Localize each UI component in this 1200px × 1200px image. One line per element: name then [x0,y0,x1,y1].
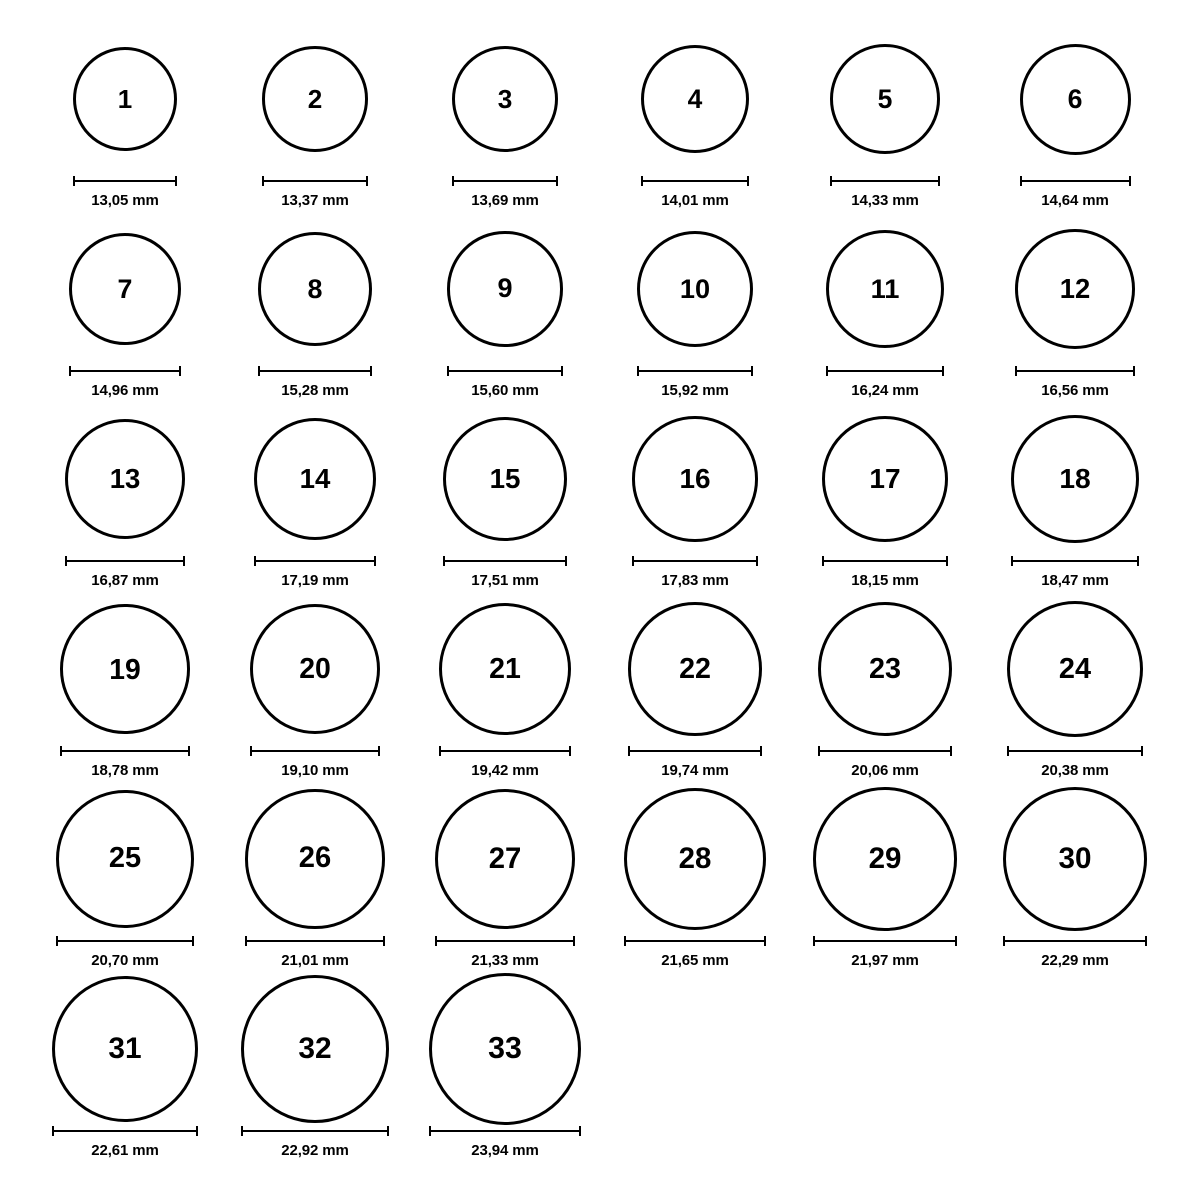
ring-circle-wrap [1003,784,1148,934]
diameter-measure-bar [250,746,381,756]
measure-cap-right [374,556,376,566]
diameter-measure-bar [624,936,766,946]
ring-circle [826,230,944,348]
diameter-measure-bar [447,366,562,376]
ring-circle [258,232,372,346]
measure-line [447,370,562,372]
ring-size-cell [220,214,410,404]
ring-circle [1007,601,1143,737]
ring-circle [429,973,581,1125]
ring-size-label: 17 [869,462,901,494]
measure-cap-right [179,366,181,376]
ring-circle-wrap [826,214,944,364]
measure-line [641,180,749,182]
diameter-value: 20,38 mm [1041,762,1109,779]
measure-line [628,750,761,752]
diameter-measure-bar [826,366,944,376]
diameter-measure-bar [818,746,953,756]
measure-cap-left [447,366,449,376]
ring-size-cell [980,214,1170,404]
ring-circle-wrap [443,404,567,554]
diameter-measure-bar [52,1126,198,1136]
diameter-value: 16,56 mm [1041,382,1109,399]
ring-size-cell [30,214,220,404]
diameter-value: 20,70 mm [91,952,159,969]
diameter-value: 17,19 mm [281,572,349,589]
measure-line [1007,750,1143,752]
ring-size-cell [790,214,980,404]
diameter-value: 16,87 mm [91,572,159,589]
measure-line [443,560,567,562]
diameter-value: 21,97 mm [851,952,919,969]
ring-circle [250,604,381,735]
measure-cap-left [1015,366,1017,376]
ring-circle [1011,415,1139,543]
measure-line [452,180,559,182]
ring-size-label: 3 [497,83,513,114]
ring-circle-wrap [637,214,754,364]
ring-circle [641,45,749,153]
ring-size-label: 20 [299,652,331,685]
ring-size-cell [790,24,980,214]
diameter-measure-bar [69,366,181,376]
ring-size-label: 22 [679,652,711,685]
ring-size-cell [220,974,410,1164]
ring-size-label: 19 [109,652,141,685]
measure-cap-right [946,556,948,566]
ring-size-label: 1 [117,84,133,114]
ring-circle-wrap [250,594,381,744]
ring-size-cell [410,974,600,1164]
ring-size-label: 26 [298,842,332,875]
ring-circle [73,47,177,151]
diameter-measure-bar [452,176,559,186]
measure-line [258,370,372,372]
ring-circle [822,416,948,542]
ring-size-label: 7 [117,273,133,304]
diameter-measure-bar [628,746,761,756]
diameter-value: 13,05 mm [91,192,159,209]
ring-circle-wrap [435,784,575,934]
ring-size-cell [980,784,1170,974]
measure-cap-right [561,366,563,376]
ring-size-label: 24 [1058,652,1092,685]
diameter-measure-bar [435,936,575,946]
ring-size-label: 5 [877,83,893,114]
diameter-value: 15,92 mm [661,382,729,399]
measure-cap-right [747,176,749,186]
diameter-measure-bar [830,176,940,186]
measure-cap-left [826,366,828,376]
measure-line [250,750,381,752]
ring-size-cell [410,214,600,404]
measure-line [435,940,575,942]
measure-cap-right [183,556,185,566]
ring-size-cell [790,404,980,594]
measure-cap-left [254,556,256,566]
measure-cap-left [439,746,441,756]
diameter-value: 22,61 mm [91,1142,159,1159]
ring-circle-wrap [241,974,389,1124]
diameter-value: 19,10 mm [281,762,349,779]
diameter-measure-bar [813,936,956,946]
ring-size-label: 18 [1059,462,1091,494]
ring-circle [637,231,754,348]
diameter-measure-bar [637,366,754,376]
ring-size-cell [30,594,220,784]
measure-cap-right [950,746,952,756]
diameter-measure-bar [822,556,948,566]
ring-circle [60,604,189,733]
ring-circle [262,46,367,151]
ring-size-label: 30 [1058,842,1092,876]
measure-cap-right [192,936,194,946]
measure-cap-left [429,1126,431,1136]
diameter-measure-bar [641,176,749,186]
ring-circle [245,789,384,928]
ring-size-cell [980,404,1170,594]
diameter-value: 16,24 mm [851,382,919,399]
measure-cap-right [942,366,944,376]
diameter-measure-bar [632,556,757,566]
ring-circle-wrap [1020,24,1131,174]
ring-circle [628,602,761,735]
measure-cap-left [1011,556,1013,566]
measure-cap-right [1137,556,1139,566]
ring-circle-wrap [1007,594,1143,744]
ring-size-grid [0,24,1200,1164]
ring-size-cell [30,974,220,1164]
ring-circle-wrap [818,594,953,744]
measure-cap-right [1141,746,1143,756]
measure-cap-right [1129,176,1131,186]
measure-line [262,180,367,182]
measure-cap-left [813,936,815,946]
ring-circle [447,231,562,346]
diameter-measure-bar [1007,746,1143,756]
measure-cap-left [435,936,437,946]
ring-circle-wrap [813,784,956,934]
ring-size-cell [600,784,790,974]
ring-circle-wrap [262,24,367,174]
measure-line [241,1130,389,1132]
ring-size-label: 33 [488,1031,522,1065]
ring-circle [69,233,181,345]
ring-circle-wrap [447,214,562,364]
ring-circle [1020,44,1131,155]
measure-line [439,750,571,752]
measure-cap-right [175,176,177,186]
measure-cap-right [756,556,758,566]
ring-size-label: 9 [497,273,513,304]
ring-size-label: 23 [868,652,901,685]
ring-size-label: 21 [489,652,521,685]
ring-size-cell [600,214,790,404]
diameter-measure-bar [60,746,189,756]
ring-circle [439,603,571,735]
diameter-value: 22,29 mm [1041,952,1109,969]
measure-cap-right [764,936,766,946]
ring-circle-wrap [1015,214,1134,364]
measure-cap-left [628,746,630,756]
diameter-measure-bar [56,936,194,946]
ring-circle [830,44,940,154]
measure-cap-left [258,366,260,376]
measure-cap-left [641,176,643,186]
ring-size-label: 32 [298,1032,332,1066]
measure-line [822,560,948,562]
diameter-measure-bar [1015,366,1134,376]
diameter-measure-bar [254,556,376,566]
measure-line [826,370,944,372]
ring-size-label: 16 [679,463,711,495]
diameter-measure-bar [429,1126,581,1136]
ring-size-cell [410,594,600,784]
diameter-measure-bar [1011,556,1139,566]
measure-cap-left [65,556,67,566]
diameter-value: 19,74 mm [661,762,729,779]
ring-size-cell [410,784,600,974]
ring-size-cell [600,24,790,214]
ring-circle-wrap [73,24,177,174]
diameter-measure-bar [1020,176,1131,186]
ring-size-label: 8 [307,273,323,304]
ring-circle [56,790,194,928]
ring-circle-wrap [65,404,186,554]
measure-line [60,750,189,752]
ring-circle [1003,787,1148,932]
diameter-value: 15,28 mm [281,382,349,399]
ring-size-cell [980,24,1170,214]
diameter-value: 21,01 mm [281,952,349,969]
diameter-value: 17,51 mm [471,572,539,589]
ring-circle-wrap [452,24,559,174]
measure-cap-left [1007,746,1009,756]
ring-circle-wrap [254,404,376,554]
ring-size-label: 13 [109,463,141,495]
ring-circle-wrap [641,24,749,174]
measure-cap-left [1020,176,1022,186]
diameter-measure-bar [241,1126,389,1136]
ring-circle-wrap [632,404,757,554]
measure-cap-right [938,176,940,186]
ring-size-cell [790,594,980,784]
measure-line [1020,180,1131,182]
measure-cap-right [1145,936,1147,946]
measure-cap-right [573,936,575,946]
ring-size-cell [600,404,790,594]
measure-cap-right [569,746,571,756]
measure-line [52,1130,198,1132]
measure-cap-left [830,176,832,186]
ring-size-label: 12 [1059,273,1091,305]
measure-cap-right [378,746,380,756]
ring-circle-wrap [822,404,948,554]
ring-circle [624,788,766,930]
measure-line [830,180,940,182]
diameter-value: 13,69 mm [471,192,539,209]
ring-circle [818,602,953,737]
measure-cap-left [443,556,445,566]
ring-circle-wrap [628,594,761,744]
measure-cap-right [383,936,385,946]
diameter-measure-bar [1003,936,1148,946]
diameter-value: 22,92 mm [281,1142,349,1159]
ring-circle-wrap [69,214,181,364]
diameter-value: 21,65 mm [661,952,729,969]
ring-circle-wrap [258,214,372,364]
measure-line [637,370,754,372]
ring-size-label: 11 [870,273,900,305]
ring-circle-wrap [52,974,198,1124]
diameter-value: 13,37 mm [281,192,349,209]
diameter-measure-bar [262,176,367,186]
ring-size-label: 10 [679,273,711,305]
ring-circle-wrap [624,784,766,934]
measure-line [245,940,384,942]
measure-cap-left [822,556,824,566]
ring-circle-wrap [439,594,571,744]
diameter-value: 19,42 mm [471,762,539,779]
ring-circle-wrap [429,974,581,1124]
diameter-value: 23,94 mm [471,1142,539,1159]
measure-cap-right [579,1126,581,1136]
measure-line [65,560,186,562]
diameter-value: 15,60 mm [471,382,539,399]
measure-cap-right [370,366,372,376]
ring-size-cell [980,594,1170,784]
ring-circle [632,416,757,541]
diameter-measure-bar [65,556,186,566]
ring-size-label: 15 [489,463,521,495]
diameter-value: 18,15 mm [851,572,919,589]
ring-size-label: 27 [488,842,522,876]
diameter-value: 14,96 mm [91,382,159,399]
diameter-value: 20,06 mm [851,762,919,779]
measure-cap-left [1003,936,1005,946]
ring-size-label: 25 [108,842,142,875]
ring-circle [452,46,559,153]
diameter-measure-bar [73,176,177,186]
ring-circle [435,789,575,929]
measure-cap-right [556,176,558,186]
ring-circle [52,976,198,1122]
diameter-measure-bar [439,746,571,756]
ring-size-label: 6 [1067,83,1083,114]
measure-line [1003,940,1148,942]
ring-size-cell [220,784,410,974]
measure-cap-right [387,1126,389,1136]
ring-circle [1015,229,1134,348]
measure-cap-left [632,556,634,566]
ring-size-label: 31 [108,1032,142,1066]
measure-cap-right [751,366,753,376]
ring-circle [443,417,567,541]
measure-cap-left [73,176,75,186]
ring-circle-wrap [245,784,384,934]
diameter-measure-bar [443,556,567,566]
diameter-value: 14,01 mm [661,192,729,209]
measure-cap-left [624,936,626,946]
measure-cap-left [262,176,264,186]
measure-cap-left [56,936,58,946]
ring-size-label: 29 [868,842,902,876]
measure-line [1015,370,1134,372]
diameter-measure-bar [258,366,372,376]
measure-line [818,750,953,752]
ring-size-cell [410,24,600,214]
measure-line [632,560,757,562]
ring-size-cell [30,404,220,594]
measure-cap-left [250,746,252,756]
diameter-value: 14,64 mm [1041,192,1109,209]
ring-size-label: 2 [307,83,323,114]
ring-circle [241,975,389,1123]
measure-cap-right [366,176,368,186]
measure-cap-right [760,746,762,756]
diameter-value: 17,83 mm [661,572,729,589]
measure-line [1011,560,1139,562]
measure-line [254,560,376,562]
measure-cap-left [637,366,639,376]
ring-circle [65,419,186,540]
ring-circle-wrap [56,784,194,934]
measure-cap-left [452,176,454,186]
ring-circle-wrap [830,24,940,174]
ring-size-cell [410,404,600,594]
ring-size-cell [220,404,410,594]
ring-circle [254,418,376,540]
ring-size-cell [220,24,410,214]
measure-cap-left [818,746,820,756]
ring-size-label: 14 [299,463,331,495]
diameter-value: 21,33 mm [471,952,539,969]
measure-line [813,940,956,942]
measure-line [624,940,766,942]
measure-cap-right [188,746,190,756]
measure-cap-left [241,1126,243,1136]
ring-size-label: 4 [687,83,703,114]
diameter-value: 18,47 mm [1041,572,1109,589]
measure-line [69,370,181,372]
ring-circle-wrap [1011,404,1139,554]
ring-size-label: 28 [678,842,712,876]
diameter-measure-bar [245,936,384,946]
ring-size-cell [30,784,220,974]
measure-cap-left [69,366,71,376]
ring-size-cell [600,594,790,784]
measure-cap-right [1133,366,1135,376]
diameter-value: 14,33 mm [851,192,919,209]
ring-size-cell [220,594,410,784]
measure-cap-left [52,1126,54,1136]
measure-cap-right [565,556,567,566]
ring-size-cell [790,784,980,974]
measure-line [429,1130,581,1132]
measure-cap-left [245,936,247,946]
measure-line [56,940,194,942]
measure-cap-left [60,746,62,756]
ring-size-cell [30,24,220,214]
measure-line [73,180,177,182]
ring-circle [813,787,956,930]
ring-circle-wrap [60,594,189,744]
measure-cap-right [955,936,957,946]
diameter-value: 18,78 mm [91,762,159,779]
measure-cap-right [196,1126,198,1136]
